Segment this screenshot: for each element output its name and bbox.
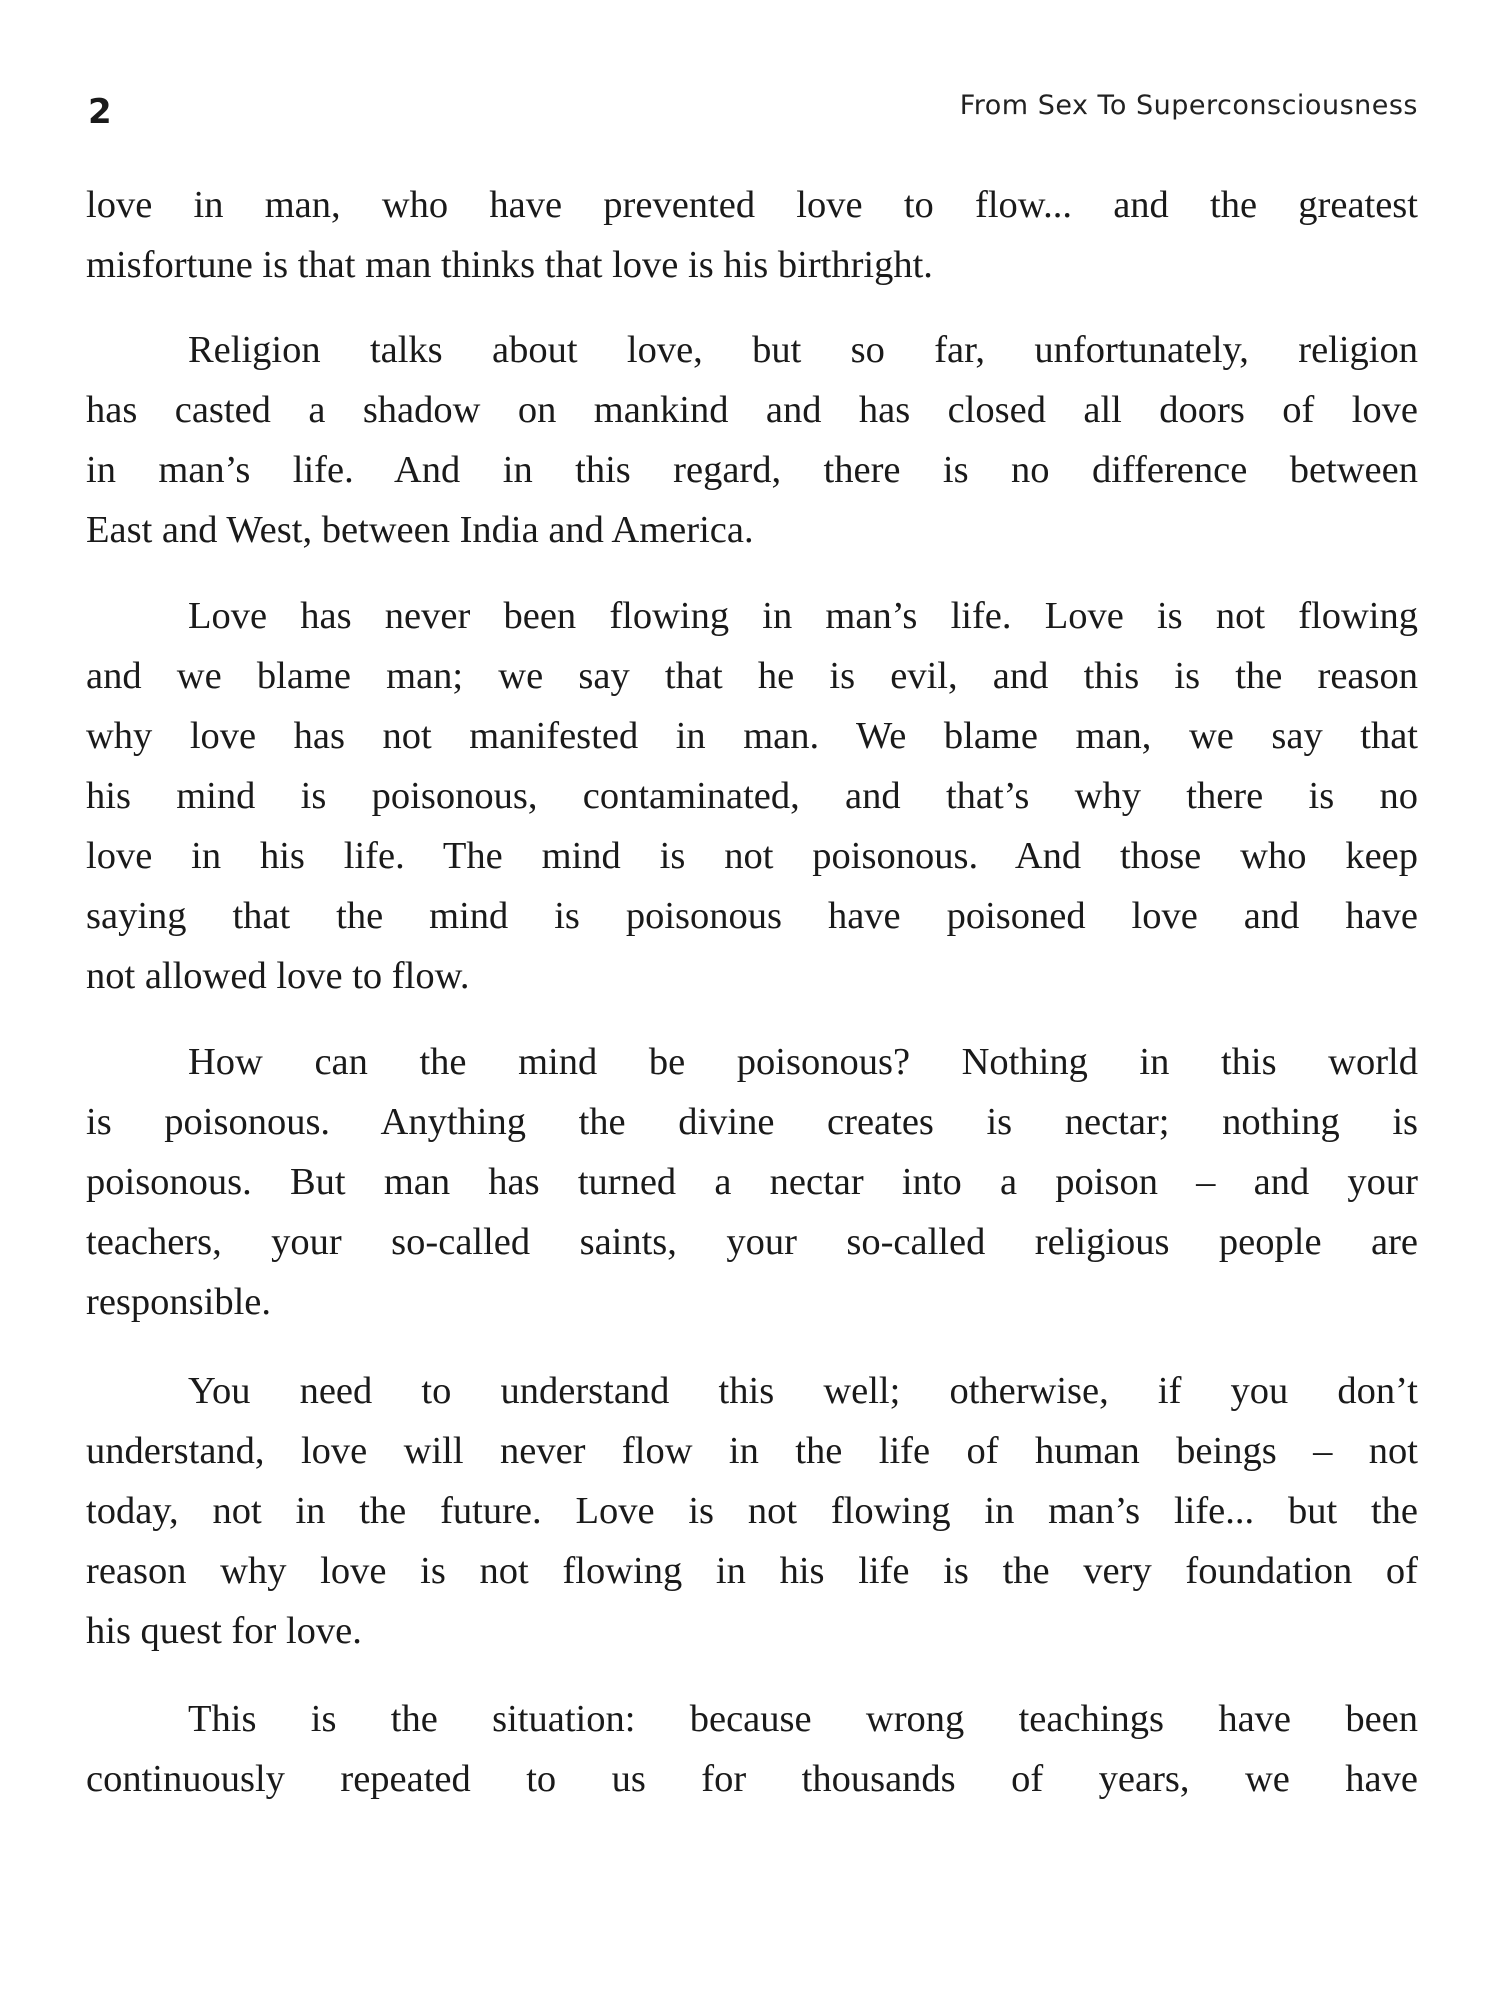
paragraph: [86, 1032, 1418, 1332]
text-line: his mind is poisonous, contaminated, and that’s why there is no: [86, 775, 1418, 817]
text-line: East and West, between India and America.: [86, 509, 754, 551]
text-line: understand, love will never flow in the life of human beings – not: [86, 1430, 1418, 1472]
text-line: and we blame man; we say that he is evil, and this is the reason: [86, 655, 1418, 697]
text-line: why love has not manifested in man. We blame man, we say that: [86, 715, 1418, 757]
text-line: Religion talks about love, but so far, unfortunately, religion: [188, 329, 1418, 371]
paragraph: [86, 586, 1418, 1006]
text-line: This is the situation: because wrong teachings have been: [188, 1698, 1418, 1740]
text-line: You need to understand this well; otherwise, if you don’t: [188, 1370, 1418, 1412]
text-line: has casted a shadow on mankind and has closed all doors of love: [86, 389, 1418, 431]
text-line: saying that the mind is poisonous have poisoned love and have: [86, 895, 1418, 937]
text-line: responsible.: [86, 1281, 271, 1323]
text-line: today, not in the future. Love is not flowing in man’s life... but the: [86, 1490, 1418, 1532]
text-line: continuously repeated to us for thousands of years, we have: [86, 1758, 1418, 1800]
text-line: not allowed love to flow.: [86, 955, 470, 997]
paragraph: [86, 1689, 1418, 1809]
paragraph: [86, 175, 1418, 295]
running-header-title: From Sex To Superconsciousness: [959, 90, 1418, 121]
text-line: Love has never been flowing in man’s life. Love is not flowing: [188, 595, 1418, 637]
text-line: reason why love is not flowing in his life is the very foundation of: [86, 1550, 1418, 1592]
text-line: teachers, your so-called saints, your so-called religious people are: [86, 1221, 1418, 1263]
text-line: in man’s life. And in this regard, there is no difference between: [86, 449, 1418, 491]
text-line: love in his life. The mind is not poisonous. And those who keep: [86, 835, 1418, 877]
text-line: his quest for love.: [86, 1610, 362, 1652]
paragraph: [86, 1361, 1418, 1661]
page-number: 2: [88, 92, 112, 132]
paragraph: [86, 320, 1418, 560]
text-line: misfortune is that man thinks that love is his birthright.: [86, 244, 933, 286]
text-line: love in man, who have prevented love to flow... and the greatest: [86, 184, 1418, 226]
text-line: is poisonous. Anything the divine creates is nectar; nothing is: [86, 1101, 1418, 1143]
text-line: poisonous. But man has turned a nectar into a poison – and your: [86, 1161, 1418, 1203]
text-line: How can the mind be poisonous? Nothing in this world: [188, 1041, 1418, 1083]
